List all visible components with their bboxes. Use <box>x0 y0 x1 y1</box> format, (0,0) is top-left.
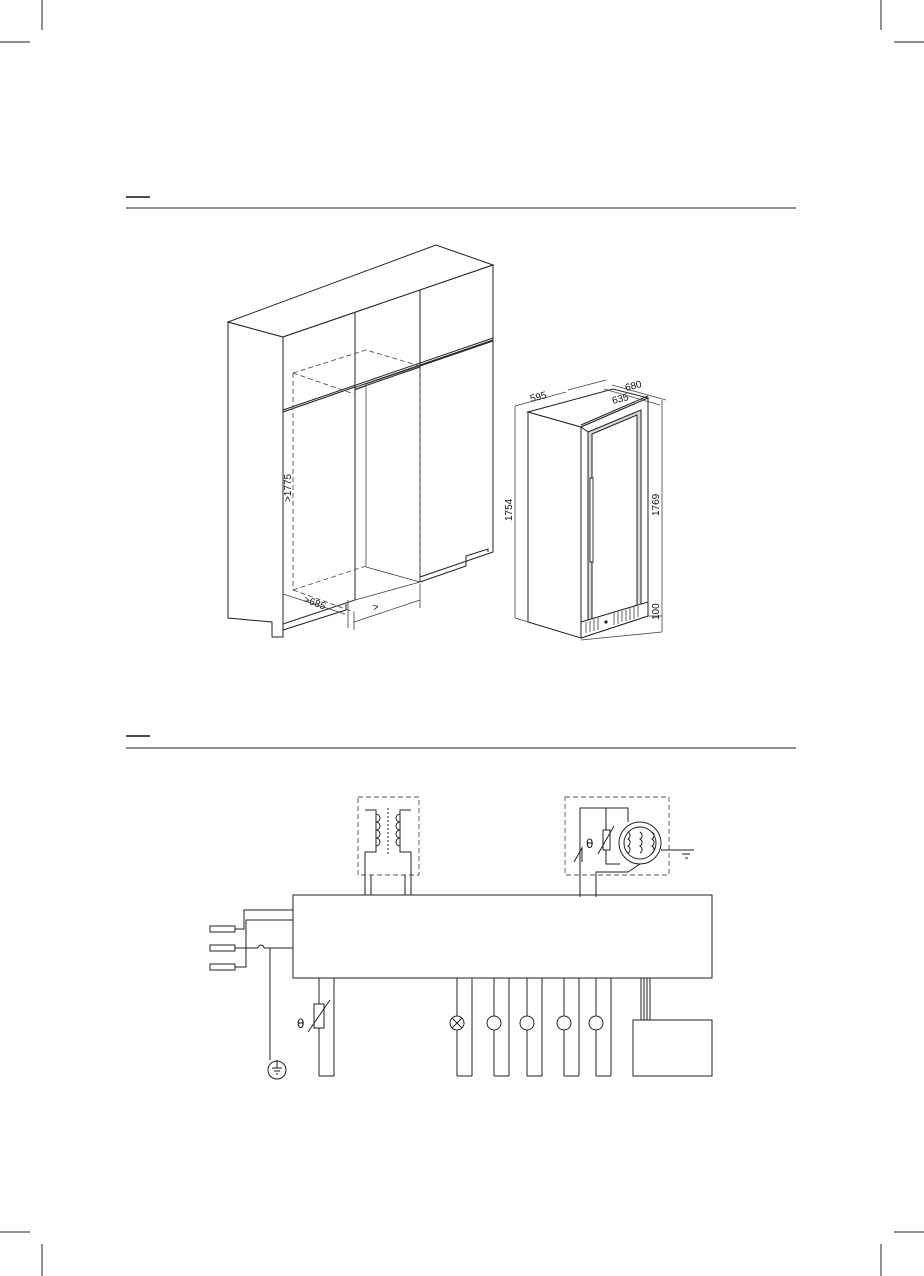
compressor-thermal-symbol: θ <box>586 837 594 851</box>
wiring-diagram <box>210 797 712 1079</box>
appliance-plinth-height-label: 100 <box>651 603 662 620</box>
section-rule-installation <box>126 197 796 208</box>
mains-plug-icon <box>210 910 293 1079</box>
niche-height-label: >1775 <box>283 473 294 502</box>
niche-width-label: > <box>371 601 381 614</box>
cabinet-niche-drawing <box>228 245 493 637</box>
fan-motor-icon <box>589 978 611 1076</box>
compressor-box <box>565 797 669 875</box>
thermistor-icon <box>308 978 334 1076</box>
fan-motor-icon <box>520 978 542 1076</box>
fan-motor-icon <box>557 978 579 1076</box>
niche-depth-label: >685 <box>301 594 327 613</box>
compressor-motor-icon <box>574 808 694 897</box>
coil-icon <box>365 808 411 895</box>
lamp-icon <box>450 978 472 1076</box>
appliance-depth-total-label: 680 <box>624 379 643 394</box>
display-panel <box>633 978 712 1076</box>
thermistor-symbol: θ <box>297 1017 305 1031</box>
control-board <box>293 895 712 978</box>
appliance-drawing <box>504 379 666 640</box>
appliance-height-right-label: 1769 <box>651 493 662 516</box>
fan-motor-icon <box>487 978 509 1076</box>
appliance-depth-body-label: 635 <box>611 392 630 407</box>
appliance-width-label: 595 <box>529 390 548 405</box>
section-rule-wiring <box>126 736 796 748</box>
appliance-height-left-label: 1754 <box>504 498 515 521</box>
